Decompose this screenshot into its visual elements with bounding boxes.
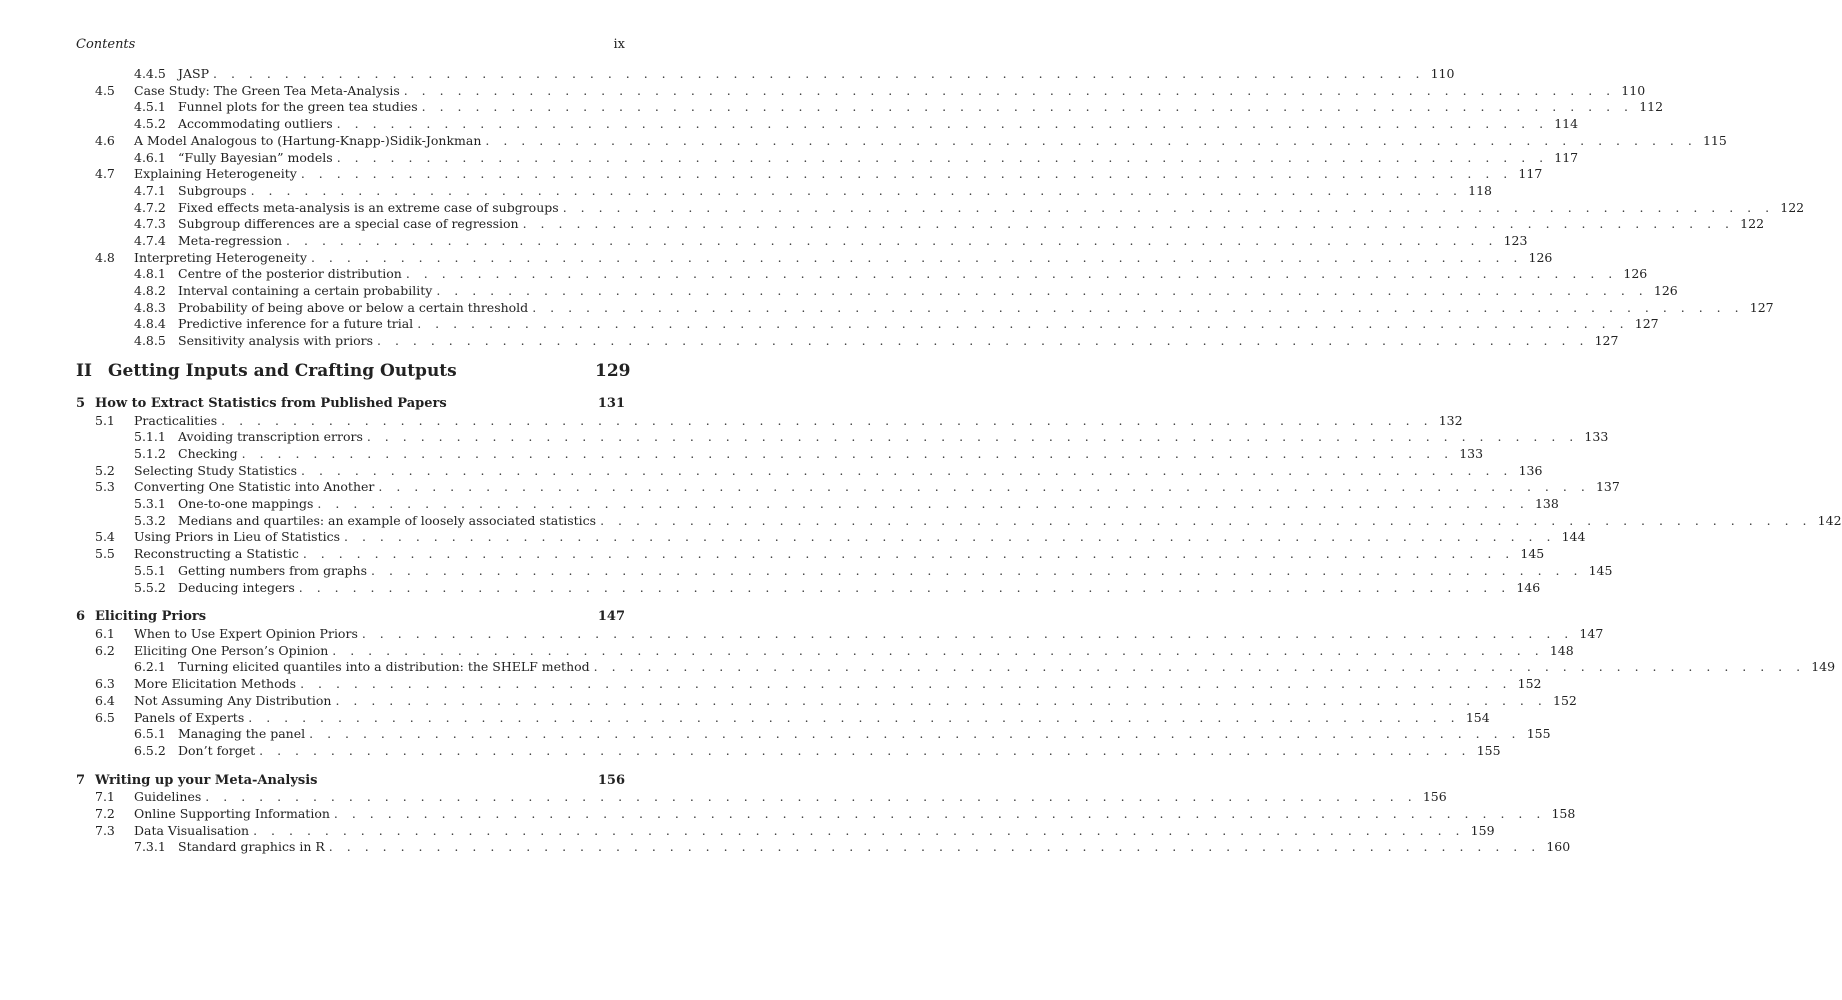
toc-entry-page: 110 xyxy=(1621,83,1646,98)
toc-entry-title: Standard graphics in R xyxy=(178,839,325,854)
toc-section-entry[interactable] xyxy=(76,250,1553,266)
toc-chapter-entry[interactable] xyxy=(76,609,625,625)
toc-entry-number: 5.5.2 xyxy=(134,580,166,595)
dot-leader: . . . . . . . . . . . . . . . . . . . . . . . . . . . . . . . . . . . . . . . . . . . . . . . . . . . . . . . . . . . . . . . . . . . . xyxy=(286,233,1498,248)
toc-entry-page: 149 xyxy=(1811,659,1836,674)
toc-entry-page: 126 xyxy=(1528,250,1553,265)
toc-subsection-entry[interactable] xyxy=(76,316,1659,332)
dot-leader: . . . . . . . . . . . . . . . . . . . . . . . . . . . . . . . . . . . . . . . . . . . . . . . . . . . . . . . . . . . . . . . . . . . . xyxy=(300,676,1512,691)
toc-entry-page: 129 xyxy=(595,361,631,381)
toc-entry-number: 7.1 xyxy=(95,789,115,804)
toc-entry-title: Predictive inference for a future trial xyxy=(178,316,414,331)
toc-entry-page: 158 xyxy=(1551,806,1576,821)
toc-entry-title: Eliciting Priors xyxy=(95,609,207,624)
dot-leader: . . . . . . . . . . . . . . . . . . . . . . . . . . . . . . . . . . . . . . . . . . . . . . . . . . . . . . . . . . . . . . . . . . . . xyxy=(335,693,1547,708)
dot-leader: . . . . . . . . . . . . . . . . . . . . . . . . . . . . . . . . . . . . . . . . . . . . . . . . . . . . . . . . . . . . . . . . . . . . xyxy=(522,216,1735,231)
toc-entry-number: 4.7 xyxy=(95,166,115,181)
toc-entry-number: 6.5.2 xyxy=(134,743,166,758)
dot-leader: . . . . . . . . . . . . . . . . . . . . . . . . . . . . . . . . . . . . . . . . . . . . . . . . . . . . . . . . . . . . . . . . . . . . xyxy=(253,823,1465,838)
toc-entry-title: Subgroups xyxy=(178,183,247,198)
toc-entry-page: 145 xyxy=(1588,563,1613,578)
toc-entry-title: Explaining Heterogeneity xyxy=(134,166,297,181)
toc-entry-number: 5.5 xyxy=(95,546,115,561)
toc-entry-page: 152 xyxy=(1517,676,1542,691)
toc-entry-number: 4.8.4 xyxy=(134,316,166,331)
toc-entry-page: 144 xyxy=(1561,529,1586,544)
toc-entry-page: 146 xyxy=(1516,580,1541,595)
dot-leader: . . . . . . . . . . . . . . . . . . . . . . . . . . . . . . . . . . . . . . . . . . . . . . . . . . . . . . . . . . . . . . . . . . . . xyxy=(378,479,1590,494)
toc-entry-title: Not Assuming Any Distribution xyxy=(134,693,332,708)
toc-entry-page: 156 xyxy=(597,773,625,788)
toc-entry-number: 6.5.1 xyxy=(134,726,166,741)
dot-leader: . . . . . . . . . . . . . . . . . . . . . . . . . . . . . . . . . . . . . . . . . . . . . . . . . . . . . . . . . . . . . . . . . . . . xyxy=(317,496,1529,511)
toc-subsection-entry[interactable] xyxy=(76,743,1501,759)
toc-entry-page: 138 xyxy=(1534,496,1559,511)
dot-leader: . . . . . . . . . . . . . . . . . . . . . . . . . . . . . . . . . . . . . . . . . . . . . . . . . . . . . . . . . . . . . . . . . . . . xyxy=(532,300,1744,315)
toc-entry-title: “Fully Bayesian” models xyxy=(178,150,333,165)
toc-entry-number: 5.5.1 xyxy=(134,563,166,578)
toc-entry-page: 145 xyxy=(1520,546,1545,561)
toc-entry-page: 114 xyxy=(1554,116,1579,131)
toc-entry-number: 6.5 xyxy=(95,710,115,725)
toc-entry-page: 126 xyxy=(1653,283,1678,298)
toc-entry-number: 7.2 xyxy=(95,806,115,821)
toc-entry-page: 112 xyxy=(1639,99,1664,114)
toc-chapter-entry[interactable] xyxy=(76,773,625,789)
dot-leader: . . . . . . . . . . . . . . . . . . . . . . . . . . . . . . . . . . . . . . . . . . . . . . . . . . . . . . . . . . . . . . . . . . . . xyxy=(250,183,1463,198)
toc-entry-page: 131 xyxy=(597,396,625,411)
dot-leader: . . . . . . . . . . . . . . . . . . . . . . . . . . . . . . . . . . . . . . . . . . . . . . . . . . . . . . . . . . . . . . . . . . . . xyxy=(371,563,1583,578)
toc-entry-number: 4.6.1 xyxy=(134,150,166,165)
dot-leader: . . . . . . . . . . . . . . . . . . . . . . . . . . . . . . . . . . . . . . . . . . . . . . . . . . . . . . . . . . . . . . . . . . . . xyxy=(562,200,1775,215)
toc-entry-number: 5.3.1 xyxy=(134,496,166,511)
toc-entry-number: 5.3 xyxy=(95,479,115,494)
toc-entry-title: Centre of the posterior distribution xyxy=(178,266,402,281)
toc-subsection-entry[interactable] xyxy=(76,283,1678,299)
toc-entry-title: Data Visualisation xyxy=(134,823,250,838)
toc-entry-number: 5.2 xyxy=(95,463,115,478)
toc-entry-title: Accommodating outliers xyxy=(178,116,333,131)
toc-chapter-entry[interactable] xyxy=(76,396,625,412)
toc-entry-title: Probability of being above or below a certain threshold xyxy=(178,300,529,315)
toc-entry-number: 4.7.2 xyxy=(134,200,166,215)
toc-entry-title: Subgroup differences are a special case of regression xyxy=(178,216,519,231)
toc-entry-number: 7.3.1 xyxy=(134,839,166,854)
toc-entry-title: Getting Inputs and Crafting Outputs xyxy=(108,361,457,381)
toc-section-entry[interactable] xyxy=(76,166,1543,182)
dot-leader xyxy=(457,360,595,382)
toc-entry-number: 4.4.5 xyxy=(134,66,166,81)
toc-subsection-entry[interactable] xyxy=(76,150,1579,166)
dot-leader: . . . . . . . . . . . . . . . . . . . . . . . . . . . . . . . . . . . . . . . . . . . . . . . . . . . . . . . . . . . . . . . . . . . . xyxy=(344,529,1556,544)
toc-entry-page: 127 xyxy=(1749,300,1774,315)
toc-subsection-entry[interactable] xyxy=(76,200,1805,216)
toc-entry-number: 5.3.2 xyxy=(134,513,166,528)
dot-leader: . . . . . . . . . . . . . . . . . . . . . . . . . . . . . . . . . . . . . . . . . . . . . . . . . . . . . . . . . . . . . . . . . . . . xyxy=(213,66,1425,81)
toc-entry-title: Eliciting One Person’s Opinion xyxy=(134,643,329,658)
toc-section-entry[interactable] xyxy=(76,676,1542,692)
toc-subsection-entry[interactable] xyxy=(76,446,1484,462)
toc-entry-title: Getting numbers from graphs xyxy=(178,563,368,578)
toc-section-entry[interactable] xyxy=(76,710,1490,726)
toc-entry-title: Selecting Study Statistics xyxy=(134,463,297,478)
toc-subsection-entry[interactable] xyxy=(76,183,1493,199)
toc-section-entry[interactable] xyxy=(76,133,1727,149)
toc-subsection-entry[interactable] xyxy=(76,216,1765,232)
toc-section-entry[interactable] xyxy=(76,806,1576,822)
dot-leader: . . . . . . . . . . . . . . . . . . . . . . . . . . . . . . . . . . . . . . . . . . . . . . . . . . . . . . . . . . . . . . . . . . . . xyxy=(300,166,1513,181)
toc-entry-title: Converting One Statistic into Another xyxy=(134,479,375,494)
dot-leader: . . . . . . . . . . . . . . . . . . . . . . . . . . . . . . . . . . . . . . . . . . . . . . . . . . . . . . . . . . . . . . . . . . . . xyxy=(336,116,1549,131)
toc-entry-title: Case Study: The Green Tea Meta-Analysis xyxy=(134,83,400,98)
dot-leader: . . . . . . . . . . . . . . . . . . . . . . . . . . . . . . . . . . . . . . . . . . . . . . . . . . . . . . . . . . . . . . . . . . . . xyxy=(377,333,1589,348)
toc-section-entry[interactable] xyxy=(76,479,1620,495)
page-number: ix xyxy=(613,37,625,52)
dot-leader: . . . . . . . . . . . . . . . . . . . . . . . . . . . . . . . . . . . . . . . . . . . . . . . . . . . . . . . . . . . . . . . . . . . . xyxy=(421,99,1634,114)
toc-section-entry[interactable] xyxy=(76,643,1574,659)
toc-subsection-entry[interactable] xyxy=(76,116,1579,132)
toc-subsection-entry[interactable] xyxy=(76,726,1551,742)
toc-entry-number: 4.5 xyxy=(95,83,115,98)
dot-leader: . . . . . . . . . . . . . . . . . . . . . . . . . . . . . . . . . . . . . . . . . . . . . . . . . . . . . . . . . . . . . . . . . . . . xyxy=(417,316,1629,331)
toc-entry-title: Using Priors in Lieu of Statistics xyxy=(134,529,341,544)
toc-entry-title: Writing up your Meta-Analysis xyxy=(95,773,318,788)
toc-section-entry[interactable] xyxy=(76,823,1495,839)
toc-entry-title: Checking xyxy=(178,446,238,461)
toc-entry-page: 122 xyxy=(1780,200,1805,215)
toc-entry-title: Deducing integers xyxy=(178,580,295,595)
toc-entry-page: 118 xyxy=(1468,183,1493,198)
dot-leader: . . . . . . . . . . . . . . . . . . . . . . . . . . . . . . . . . . . . . . . . . . . . . . . . . . . . . . . . . . . . . . . . . . . . xyxy=(259,743,1471,758)
toc-subsection-entry[interactable] xyxy=(76,659,1836,675)
toc-entry-title: More Elicitation Methods xyxy=(134,676,297,691)
toc-entry-page: 155 xyxy=(1476,743,1501,758)
toc-subsection-entry[interactable] xyxy=(76,839,1571,855)
toc-entry-title: Managing the panel xyxy=(178,726,306,741)
toc-entry-title: How to Extract Statistics from Published Papers xyxy=(95,396,447,411)
dot-leader: . . . . . . . . . . . . . . . . . . . . . . . . . . . . . . . . . . . . . . . . . . . . . . . . . . . . . . . . . . . . . . . . . . . . xyxy=(298,580,1511,595)
toc-entry-page: 115 xyxy=(1702,133,1727,148)
toc-entry-page: 123 xyxy=(1503,233,1528,248)
toc-entry-number: 6.4 xyxy=(95,693,115,708)
toc-entry-page: 133 xyxy=(1459,446,1484,461)
toc-entry-number: 5.4 xyxy=(95,529,115,544)
toc-entry-title: Interval containing a certain probability xyxy=(178,283,433,298)
toc-subsection-entry[interactable] xyxy=(76,496,1559,512)
dot-leader: . . . . . . . . . . . . . . . . . . . . . . . . . . . . . . . . . . . . . . . . . . . . . . . . . . . . . . . . . . . . . . . . . . . . xyxy=(221,413,1433,428)
toc-subsection-entry[interactable] xyxy=(76,233,1528,249)
toc-entry-page: 160 xyxy=(1546,839,1571,854)
dot-leader: . . . . . . . . . . . . . . . . . . . . . . . . . . . . . . . . . . . . . . . . . . . . . . . . . . . . . . . . . . . . . . . . . . . . xyxy=(403,83,1616,98)
dot-leader: . . . . . . . . . . . . . . . . . . . . . . . . . . . . . . . . . . . . . . . . . . . . . . . . . . . . . . . . . . . . . . . . . . . . xyxy=(241,446,1454,461)
toc-entry-number: 4.8.2 xyxy=(134,283,166,298)
dot-leader: . . . . . . . . . . . . . . . . . . . . . . . . . . . . . . . . . . . . . . . . . . . . . . . . . . . . . . . . . . . . . . . . . . . . xyxy=(405,266,1618,281)
toc-entry-page: 152 xyxy=(1553,693,1577,708)
toc-entry-number: II xyxy=(76,361,92,381)
toc-entry-number: 5.1 xyxy=(95,413,115,428)
toc-entry-title: Turning elicited quantiles into a distribution: the SHELF method xyxy=(178,659,590,674)
toc-section-entry[interactable] xyxy=(76,789,1447,805)
toc-entry-number: 4.7.4 xyxy=(134,233,166,248)
dot-leader: . . . . . . . . . . . . . . . . . . . . . . . . . . . . . . . . . . . . . . . . . . . . . . . . . . . . . . . . . . . . . . . . . . . . xyxy=(302,546,1515,561)
dot-leader: . . . . . . . . . . . . . . . . . . . . . . . . . . . . . . . . . . . . . . . . . . . . . . . . . . . . . . . . . . . . . . . . . . . . xyxy=(310,250,1523,265)
toc-subsection-entry[interactable] xyxy=(76,580,1541,596)
dot-leader: . . . . . . . . . . . . . . . . . . . . . . . . . . . . . . . . . . . . . . . . . . . . . . . . . . . . . . . . . . . . . . . . . . . . xyxy=(485,133,1697,148)
dot-leader: . . . . . . . . . . . . . . . . . . . . . . . . . . . . . . . . . . . . . . . . . . . . . . . . . . . . . . . . . . . . . . . . . . . . xyxy=(361,626,1574,641)
toc-entry-page: 132 xyxy=(1438,413,1463,428)
toc-subsection-entry[interactable] xyxy=(76,266,1648,282)
toc-entry-number: 4.7.1 xyxy=(134,183,166,198)
toc-entry-number: 6 xyxy=(76,609,86,624)
toc-entry-title: One-to-one mappings xyxy=(178,496,314,511)
dot-leader: . . . . . . . . . . . . . . . . . . . . . . . . . . . . . . . . . . . . . . . . . . . . . . . . . . . . . . . . . . . . . . . . . . . . xyxy=(205,789,1417,804)
toc-entry-page: 117 xyxy=(1518,166,1543,181)
toc-entry-title: Practicalities xyxy=(134,413,218,428)
toc-section-entry[interactable] xyxy=(76,83,1646,99)
toc-entry-page: 137 xyxy=(1595,479,1620,494)
dot-leader xyxy=(317,773,595,789)
toc-entry-page: 148 xyxy=(1549,643,1574,658)
toc-entry-number: 7.3 xyxy=(95,823,115,838)
toc-entry-page: 159 xyxy=(1470,823,1495,838)
toc-entry-page: 154 xyxy=(1465,710,1490,725)
toc-entry-number: 6.2.1 xyxy=(134,659,166,674)
toc-entry-title: JASP xyxy=(178,66,210,81)
toc-entry-title: Fixed effects meta-analysis is an extreme case of subgroups xyxy=(178,200,559,215)
toc-subsection-entry[interactable] xyxy=(76,429,1609,445)
toc-entry-page: 136 xyxy=(1518,463,1543,478)
toc-section-entry[interactable] xyxy=(76,626,1604,642)
toc-entry-page: 142 xyxy=(1817,513,1842,528)
toc-entry-title: When to Use Expert Opinion Priors xyxy=(134,626,358,641)
toc-entry-number: 6.3 xyxy=(95,676,115,691)
running-title: Contents xyxy=(76,37,136,52)
dot-leader: . . . . . . . . . . . . . . . . . . . . . . . . . . . . . . . . . . . . . . . . . . . . . . . . . . . . . . . . . . . . . . . . . . . . xyxy=(301,463,1513,478)
toc-entry-number: 4.8.5 xyxy=(134,333,166,348)
running-header xyxy=(76,37,625,53)
toc-entry-title: Panels of Experts xyxy=(134,710,245,725)
toc-entry-number: 4.5.1 xyxy=(134,99,166,114)
toc-subsection-entry[interactable] xyxy=(76,513,1842,529)
dot-leader: . . . . . . . . . . . . . . . . . . . . . . . . . . . . . . . . . . . . . . . . . . . . . . . . . . . . . . . . . . . . . . . . . . . . xyxy=(309,726,1521,741)
toc-entry-page: 126 xyxy=(1623,266,1648,281)
toc-part-heading[interactable] xyxy=(76,360,631,382)
dot-leader: . . . . . . . . . . . . . . . . . . . . . . . . . . . . . . . . . . . . . . . . . . . . . . . . . . . . . . . . . . . . . . . . . . . . xyxy=(336,150,1549,165)
toc-entry-page: 147 xyxy=(1579,626,1604,641)
toc-entry-number: 5.1.1 xyxy=(134,429,166,444)
toc-entry-number: 4.8.1 xyxy=(134,266,166,281)
toc-section-entry[interactable] xyxy=(76,693,1577,709)
toc-entry-title: Medians and quartiles: an example of loosely associated statistics xyxy=(178,513,597,528)
toc-entry-title: Don’t forget xyxy=(178,743,256,758)
toc-entry-page: 117 xyxy=(1554,150,1579,165)
dot-leader: . . . . . . . . . . . . . . . . . . . . . . . . . . . . . . . . . . . . . . . . . . . . . . . . . . . . . . . . . . . . . . . . . . . . xyxy=(333,806,1546,821)
dot-leader: . . . . . . . . . . . . . . . . . . . . . . . . . . . . . . . . . . . . . . . . . . . . . . . . . . . . . . . . . . . . . . . . . . . . xyxy=(593,659,1806,674)
toc-entry-page: 155 xyxy=(1526,726,1551,741)
toc-entry-number: 6.1 xyxy=(95,626,115,641)
toc-entry-number: 4.5.2 xyxy=(134,116,166,131)
dot-leader: . . . . . . . . . . . . . . . . . . . . . . . . . . . . . . . . . . . . . . . . . . . . . . . . . . . . . . . . . . . . . . . . . . . . xyxy=(600,513,1812,528)
toc-subsection-entry[interactable] xyxy=(76,66,1455,82)
toc-entry-number: 4.8.3 xyxy=(134,300,166,315)
toc-subsection-entry[interactable] xyxy=(76,563,1613,579)
toc-entry-page: 156 xyxy=(1422,789,1447,804)
toc-entry-title: Reconstructing a Statistic xyxy=(134,546,299,561)
toc-entry-number: 4.6 xyxy=(95,133,115,148)
toc-entry-number: 4.7.3 xyxy=(134,216,166,231)
dot-leader: . . . . . . . . . . . . . . . . . . . . . . . . . . . . . . . . . . . . . . . . . . . . . . . . . . . . . . . . . . . . . . . . . . . . xyxy=(248,710,1460,725)
toc-section-entry[interactable] xyxy=(76,463,1543,479)
toc-entry-page: 110 xyxy=(1430,66,1455,81)
toc-entry-page: 127 xyxy=(1594,333,1619,348)
toc-entry-page: 133 xyxy=(1584,429,1609,444)
dot-leader: . . . . . . . . . . . . . . . . . . . . . . . . . . . . . . . . . . . . . . . . . . . . . . . . . . . . . . . . . . . . . . . . . . . . xyxy=(366,429,1579,444)
toc-entry-title: A Model Analogous to (Hartung-Knapp-)Sidik-Jonkman xyxy=(134,133,482,148)
dot-leader xyxy=(206,609,595,625)
toc-entry-title: Avoiding transcription errors xyxy=(178,429,363,444)
dot-leader: . . . . . . . . . . . . . . . . . . . . . . . . . . . . . . . . . . . . . . . . . . . . . . . . . . . . . . . . . . . . . . . . . . . . xyxy=(332,643,1544,658)
toc-section-entry[interactable] xyxy=(76,546,1545,562)
toc-entry-title: Interpreting Heterogeneity xyxy=(134,250,307,265)
toc-entry-number: 7 xyxy=(76,773,86,788)
toc-entry-number: 5.1.2 xyxy=(134,446,166,461)
toc-section-entry[interactable] xyxy=(76,413,1463,429)
toc-entry-title: Online Supporting Information xyxy=(134,806,330,821)
toc-entry-number: 4.8 xyxy=(95,250,115,265)
toc-subsection-entry[interactable] xyxy=(76,99,1664,115)
toc-entry-title: Sensitivity analysis with priors xyxy=(178,333,374,348)
toc-entry-number: 5 xyxy=(76,396,86,411)
toc-subsection-entry[interactable] xyxy=(76,333,1619,349)
toc-subsection-entry[interactable] xyxy=(76,300,1774,316)
toc-entry-page: 147 xyxy=(597,609,625,624)
toc-entry-page: 127 xyxy=(1634,316,1659,331)
toc-entry-number: 6.2 xyxy=(95,643,115,658)
toc-section-entry[interactable] xyxy=(76,529,1586,545)
toc-entry-title: Meta-regression xyxy=(178,233,283,248)
toc-entry-page: 122 xyxy=(1740,216,1765,231)
toc-entry-title: Guidelines xyxy=(134,789,202,804)
dot-leader xyxy=(447,396,595,412)
toc-entry-title: Funnel plots for the green tea studies xyxy=(178,99,418,114)
dot-leader: . . . . . . . . . . . . . . . . . . . . . . . . . . . . . . . . . . . . . . . . . . . . . . . . . . . . . . . . . . . . . . . . . . . . xyxy=(328,839,1541,854)
dot-leader: . . . . . . . . . . . . . . . . . . . . . . . . . . . . . . . . . . . . . . . . . . . . . . . . . . . . . . . . . . . . . . . . . . . . xyxy=(436,283,1648,298)
